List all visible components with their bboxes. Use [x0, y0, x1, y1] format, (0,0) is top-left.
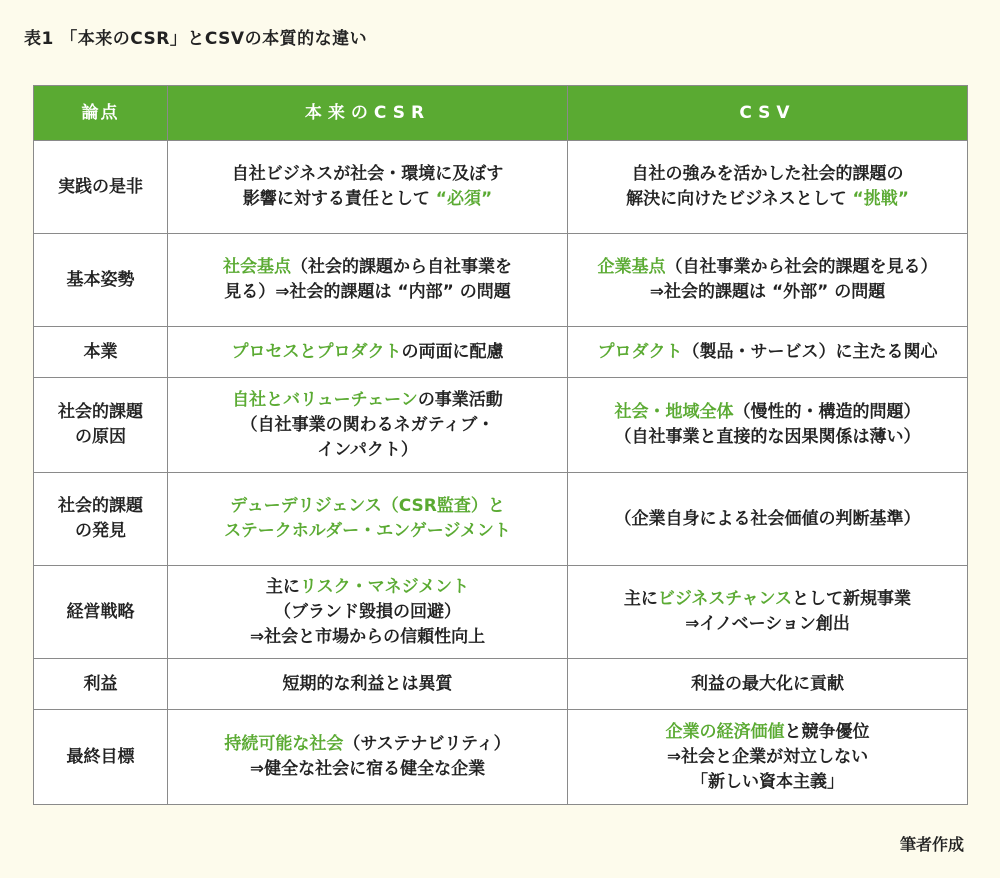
highlight-text: ステークホルダー・エンゲージメント [224, 521, 511, 541]
table-row [34, 378, 968, 473]
topic-text: 利益 [83, 673, 118, 694]
topic-cell [34, 659, 168, 710]
csr-line [174, 280, 561, 305]
highlight-text: 企業基点 [597, 257, 666, 277]
csv-line [574, 612, 961, 637]
body-text: ⇒健全な社会に宿る健全な企業 [249, 759, 486, 779]
body-text: ⇒社会と企業が対立しない [666, 746, 869, 767]
topic-text: 社会的課題 [58, 496, 143, 516]
table-body [34, 141, 968, 805]
csr-line [174, 672, 561, 697]
csv-line [574, 187, 961, 212]
csr-cell [168, 659, 568, 710]
csr-cell [168, 378, 568, 473]
highlight-text: “挑戦” [852, 189, 909, 209]
csr-line [174, 625, 561, 650]
topic-cell [34, 473, 168, 566]
csv-cell [568, 710, 968, 805]
topic-text: 経営戦略 [66, 601, 135, 622]
csr-line [174, 600, 561, 625]
csv-line [574, 162, 961, 187]
csr-cell [168, 141, 568, 234]
topic-cell [34, 710, 168, 805]
topic-cell [34, 234, 168, 327]
csv-line [574, 340, 961, 365]
table-row [34, 234, 968, 327]
highlight-text: ビジネスチャンス [657, 589, 793, 609]
topic-cell [34, 141, 168, 234]
body-text: （製品・サービス）に主たる関心 [682, 341, 938, 362]
csv-line [574, 672, 961, 697]
highlight-text: 社会基点 [223, 257, 291, 277]
csv-cell [568, 566, 968, 659]
body-text: （サステナビリティ） [343, 734, 511, 754]
body-text: 自社ビジネスが社会・環境に及ぼす [231, 164, 504, 184]
table-row [34, 473, 968, 566]
csv-cell [568, 473, 968, 566]
csr-line [174, 187, 561, 212]
body-text: 主に [265, 576, 300, 597]
header-csr: 本来のCSR [168, 86, 568, 141]
csv-line [574, 255, 961, 280]
topic-cell [34, 378, 168, 473]
csr-line [174, 519, 561, 544]
highlight-text: 持続可能な社会 [224, 734, 344, 754]
csv-line [574, 507, 961, 532]
body-text: として新規事業 [792, 589, 912, 609]
body-text: （社会的課題から自社事業を [291, 257, 512, 277]
highlight-text: デューデリジェンス（CSR監査）と [230, 496, 505, 516]
body-text: 見る）⇒社会的課題は “内部” の問題 [224, 282, 511, 302]
table-row [34, 710, 968, 805]
csr-line [174, 162, 561, 187]
body-text: （自社事業の関わるネガティブ・ [240, 414, 495, 435]
csv-cell [568, 327, 968, 378]
topic-cell [34, 327, 168, 378]
csv-cell [568, 141, 968, 234]
csr-line [174, 413, 561, 438]
csv-cell [568, 378, 968, 473]
csr-line [174, 255, 561, 280]
topic-text: 最終目標 [66, 746, 135, 767]
table-row [34, 659, 968, 710]
table-row [34, 327, 968, 378]
body-text: 解決に向けたビジネスとして [626, 189, 853, 209]
csv-line [574, 425, 961, 450]
highlight-text: “必須” [435, 189, 493, 209]
csr-line [174, 757, 561, 782]
comparison-table [33, 85, 968, 805]
header-topic: 論点 [34, 86, 168, 141]
csr-cell [168, 234, 568, 327]
body-text: と競争優位 [784, 721, 870, 742]
table-caption: 表1 「本来のCSR」とCSVの本質的な違い [24, 29, 368, 49]
csr-cell [168, 566, 568, 659]
table-row [34, 566, 968, 659]
body-text: （自社事業と直接的な因果関係は薄い） [614, 427, 921, 447]
csr-cell [168, 327, 568, 378]
csr-line [174, 732, 561, 757]
body-text: インパクト） [317, 439, 418, 460]
topic-text: の原因 [75, 427, 126, 447]
csr-line [174, 438, 561, 463]
csr-line [174, 340, 561, 365]
topic-text: 基本姿勢 [66, 269, 135, 290]
body-text: （企業自身による社会価値の判断基準） [614, 508, 921, 529]
topic-cell [34, 566, 168, 659]
highlight-text: プロセスとプロダクト [231, 341, 402, 362]
body-text: 自社の強みを活かした社会的課題の [631, 164, 904, 184]
csv-cell [568, 659, 968, 710]
topic-text: 実践の是非 [58, 176, 143, 197]
body-text: （慢性的・構造的問題） [733, 402, 921, 422]
csv-line [574, 745, 961, 770]
csv-line [574, 770, 961, 795]
credit-note: 筆者作成 [899, 835, 964, 854]
csr-cell [168, 473, 568, 566]
highlight-text: プロダクト [597, 341, 683, 362]
body-text: の事業活動 [417, 389, 503, 410]
table-row [34, 141, 968, 234]
body-text: ⇒社会的課題は “外部” の問題 [649, 282, 886, 302]
body-text: ⇒イノベーション創出 [685, 614, 850, 634]
body-text: 影響に対する責任として [242, 189, 436, 209]
csv-cell [568, 234, 968, 327]
csv-line [574, 280, 961, 305]
topic-text: 社会的課題 [58, 402, 143, 422]
body-text: の両面に配慮 [401, 341, 504, 362]
body-text: （ブランド毀損の回避） [274, 601, 461, 622]
highlight-text: 社会・地域全体 [614, 402, 734, 422]
body-text: 利益の最大化に貢献 [691, 673, 844, 694]
csr-line [174, 575, 561, 600]
csv-line [574, 720, 961, 745]
header-row [34, 86, 968, 141]
csr-line [174, 494, 561, 519]
body-text: 「新しい資本主義」 [691, 771, 844, 792]
topic-text: 本業 [83, 341, 118, 362]
highlight-text: 自社とバリューチェーン [232, 389, 418, 410]
highlight-text: 企業の経済価値 [665, 721, 785, 742]
csr-line [174, 388, 561, 413]
csr-cell [168, 710, 568, 805]
topic-text: の発見 [75, 521, 126, 541]
csv-line [574, 400, 961, 425]
header-csv: CSV [568, 86, 968, 141]
body-text: 短期的な利益とは異質 [282, 673, 453, 694]
body-text: 主に [623, 589, 658, 609]
csv-line [574, 587, 961, 612]
body-text: ⇒社会と市場からの信頼性向上 [249, 626, 486, 647]
highlight-text: リスク・マネジメント [299, 576, 470, 597]
body-text: （自社事業から社会的課題を見る） [665, 257, 938, 277]
